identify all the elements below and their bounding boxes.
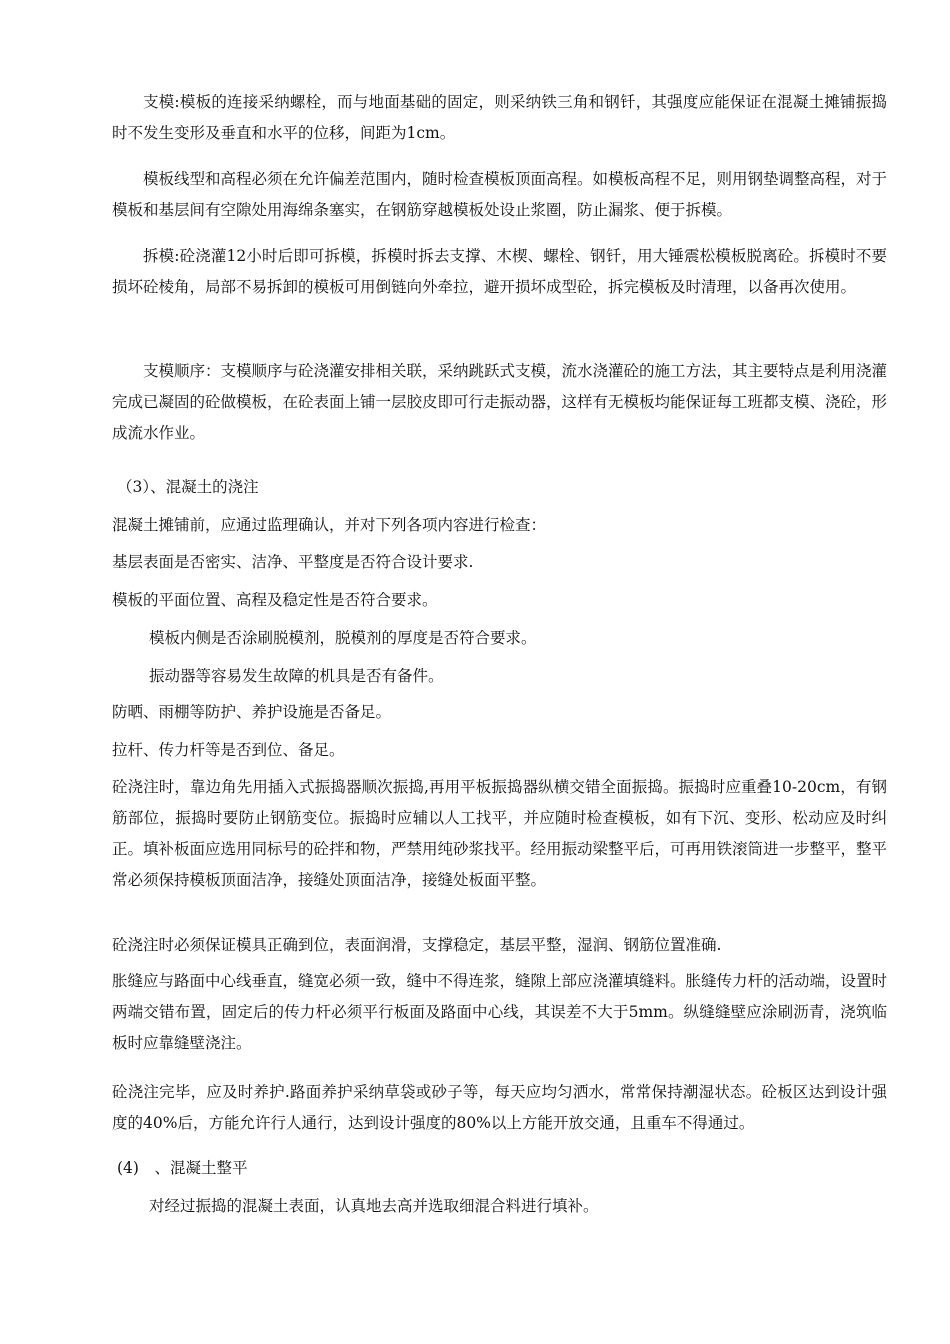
check-item-base-surface: 基层表面是否密实、洁净、平整度是否符合设计要求. [112,553,474,571]
paragraph-pouring-requirements: 砼浇注时必须保证模具正确到位，表面润滑，支撑稳定，基层平整，湿润、钢筋位置准确. [112,936,722,954]
section-heading-concrete-pouring: （3）、混凝土的浇注 [117,478,259,496]
paragraph-formwork-sequence: 支模顺序：支模顺序与砼浇灌安排相关联，采纳跳跃式支模，流水浇灌砼的施工方法，其主要特点是利用浇灌完成已凝固的砼做模板，在砼表面上铺一层胶皮即可行走振动器，这样有无模板均能保证每工班都支模、浇砼，形成流水作业。 [112,362,888,442]
paragraph-curing: 砼浇注完毕，应及时养护.路面养护采纳草袋或砂子等，每天应均匀洒水，常常保持潮湿状态。砼板区达到设计强度的40%后，方能允许行人通行，达到设计强度的80%以上方能开放交通，且重车不得通过。 [112,1083,887,1132]
check-item-spare-parts: 振动器等容易发生故障的机具是否有备件。 [149,667,444,685]
paragraph-expansion-joint: 胀缝应与路面中心线垂直，缝宽必须一致，缝中不得连浆，缝隙上部应浇灌填缝料。胀缝传力杆的活动端，设置时两端交错布置，固定后的传力杆必须平行板面及路面中心线，其误差不大于5mm。纵缝缝壁应涂刷沥青，浇筑临板时应靠缝壁浇注。 [112,972,888,1052]
paragraph-formwork-support: 支模:模板的连接采纳螺栓，而与地面基础的固定，则采纳铁三角和钢钎，其强度应能保证在混凝土摊铺振捣时不发生变形及垂直和水平的位移，间距为1cm。 [112,93,887,142]
paragraph-leveling: 对经过振捣的混凝土表面，认真地去高并选取细混合料进行填补。 [149,1197,599,1215]
check-item-release-agent: 模板内侧是否涂刷脱模剂，脱模剂的厚度是否符合要求。 [149,629,537,647]
check-item-dowels: 拉杆、传力杆等是否到位、备足。 [112,741,345,759]
check-item-protection: 防晒、雨棚等防护、养护设施是否备足。 [112,703,392,721]
section-heading-concrete-leveling: (4) 、混凝土整平 [117,1159,248,1177]
paragraph-vibration: 砼浇注时，靠边角先用插入式振捣器顺次振捣,再用平板振捣器纵横交错全面振捣。振捣时应重叠10-20cm，有钢筋部位，振捣时要防止钢筋变位。振捣时应辅以人工找平，并应随时检查模板，如有下沉、变形、松动应及时纠正。填补板面应选用同标号的砼拌和物，严禁用纯砂浆找平。经用振动梁整平后，可再用铁滚筒进一步整平，整平常必须保持模板顶面洁净，接缝处顶面洁净，接缝处板面平整。 [112,778,888,889]
paragraph-formwork-elevation: 模板线型和高程必须在允许偏差范围内，随时检查模板顶面高程。如模板高程不足，则用钢垫调整高程，对于模板和基层间有空隙处用海绵条塞实，在钢筋穿越模板处设止浆圈，防止漏浆、便于拆模。 [112,170,888,219]
paragraph-inspection-intro: 混凝土摊铺前，应通过监理确认，并对下列各项内容进行检查： [112,516,547,534]
check-item-formwork-position: 模板的平面位置、高程及稳定性是否符合要求。 [112,591,438,609]
paragraph-formwork-removal: 拆模:砼浇灌12小时后即可拆模，拆模时拆去支撑、木楔、螺栓、钢钎，用大锤震松模板脱离砼。拆模时不要损坏砼棱角，局部不易拆卸的模板可用倒链向外牵拉，避开损坏成型砼，拆完模板及时清理，以备再次使用。 [112,247,887,296]
